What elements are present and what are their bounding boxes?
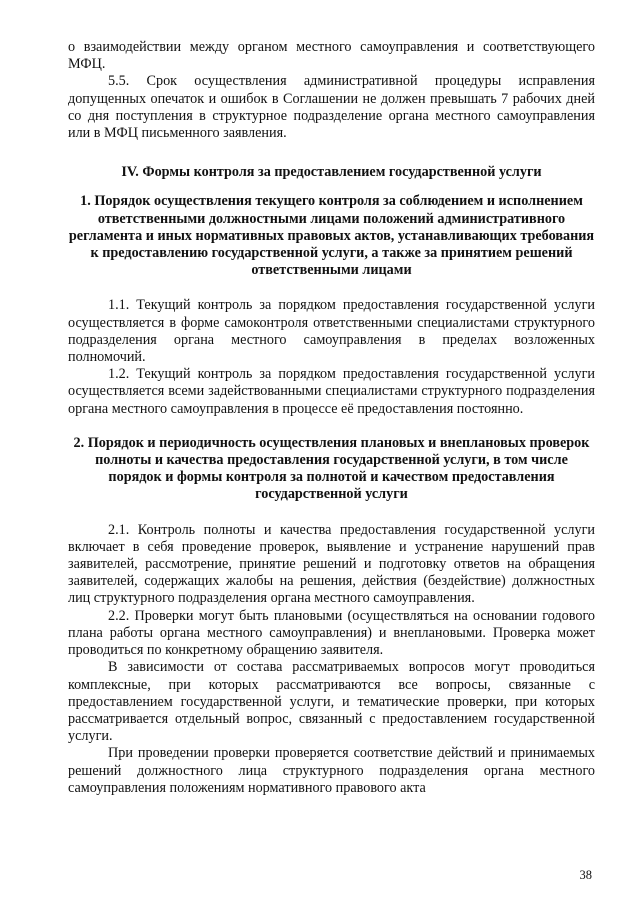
paragraph-1-1: 1.1. Текущий контроль за порядком предоставления государственной услуги осуществляется в форме самоконтроля ответственными специалистами структурного подразделения органа местного самоуправления в пределах возложенных полномочий. xyxy=(68,297,595,366)
spacer xyxy=(68,504,595,522)
paragraph-dependency: В зависимости от состава рассматриваемых вопросов могут проводиться комплексные, при которых рассматриваются все вопросы, связанные с предоставлением государственной услуги, и тематические проверки, при которых рассматривается отдельный вопрос, связанный с предоставлением государственной услуги. xyxy=(68,659,595,745)
paragraph-2-1: 2.1. Контроль полноты и качества предоставления государственной услуги включает в себя проведение проверок, выявление и устранение нарушений прав заявителей, рассмотрение, принятие решений и подготовку ответов на обращения заявителей, содержащих жалобы на решения, действия (бездействие) должностных лиц структурного подразделения органа местного самоуправления. xyxy=(68,521,595,607)
spacer xyxy=(68,279,595,297)
paragraph-5-5: 5.5. Срок осуществления административной процедуры исправления допущенных опечаток и ошибок в Соглашении не должен превышать 7 рабочих дней со дня поступления в структурное подразделение органа местного самоуправления или в МФЦ письменного заявления. xyxy=(68,73,595,142)
page-number: 38 xyxy=(579,868,592,882)
page-content xyxy=(68,39,595,797)
subsection-2-heading: 2. Порядок и периодичность осуществления плановых и внеплановых проверок полноты и качества предоставления государственной услуги, в том числе порядок и формы контроля за полнотой и качеством предоставления государственной услуги xyxy=(73,434,590,503)
paragraph-1-2: 1.2. Текущий контроль за порядком предоставления государственной услуги осуществляется всеми задействованными специалистами структурного подразделения органа местного самоуправления в процессе её предоставления постоянно. xyxy=(68,366,595,417)
subsection-1-heading: 1. Порядок осуществления текущего контроля за соблюдением и исполнением ответственными должностными лицами положений административного регламента и иных нормативных правовых актов, устанавливающих требования к предоставлению государственной услуги, а также за принятием решений ответственными лицами xyxy=(68,193,595,279)
paragraph-check: При проведении проверки проверяется соответствие действий и принимаемых решений должностного лица структурного подразделения органа местного самоуправления положениям нормативного правового акта xyxy=(68,745,595,796)
section-iv-heading: IV. Формы контроля за предоставлением государственной услуги xyxy=(121,164,542,181)
spacer xyxy=(68,418,595,435)
paragraph-continuation: о взаимодействии между органом местного самоуправления и соответствующего МФЦ. xyxy=(68,39,595,73)
paragraph-2-2: 2.2. Проверки могут быть плановыми (осуществляться на основании годового плана работы органа местного самоуправления) и внеплановыми. Проверка может проводиться по конкретному обращению заявителя. xyxy=(68,607,595,659)
